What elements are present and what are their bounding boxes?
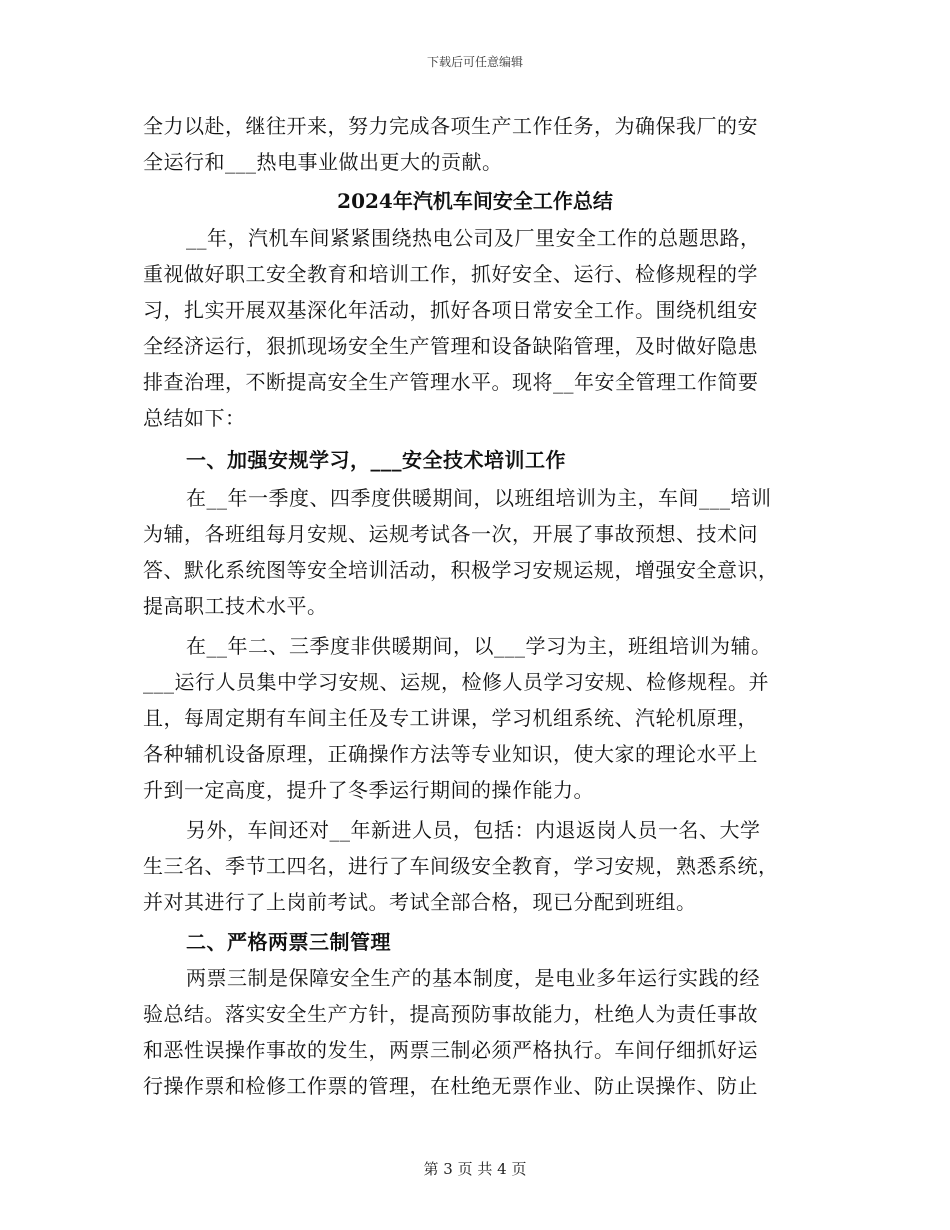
body-line: 重视做好职工安全教育和培训工作，抓好安全、运行、检修规程的学 xyxy=(143,262,758,286)
paragraph-start: 在__年二、三季度非供暖期间，以___学习为主，班组培训为辅。 xyxy=(186,634,772,658)
body-line: 排查治理，不断提高安全生产管理水平。现将__年安全管理工作简要 xyxy=(143,370,759,394)
body-line: 验总结。落实安全生产方针，提高预防事故能力，杜绝人为责任事故 xyxy=(143,1002,758,1026)
body-line: 生三名、季节工四名，进行了车间级安全教育，学习安规，熟悉系统， xyxy=(143,854,779,878)
body-line: 升到一定高度，提升了冬季运行期间的操作能力。 xyxy=(143,778,594,802)
body-line: 行操作票和检修工作票的管理，在杜绝无票作业、防止误操作、防止 xyxy=(143,1074,758,1098)
body-line: 提高职工技术水平。 xyxy=(143,594,328,618)
document-title: 2024年汽机车间安全工作总结 xyxy=(337,189,613,213)
body-line: ___运行人员集中学习安规、运规，检修人员学习安规、检修规程。并 xyxy=(143,670,769,694)
body-line: 全运行和___热电事业做出更大的贡献。 xyxy=(143,150,503,174)
paragraph-start: 两票三制是保障安全生产的基本制度，是电业多年运行实践的经 xyxy=(186,966,760,990)
section-heading-1: 一、加强安规学习，___安全技术培训工作 xyxy=(186,448,566,472)
section-heading-2: 二、严格两票三制管理 xyxy=(186,930,391,954)
body-line: 总结如下： xyxy=(143,406,246,430)
body-line: 为辅，各班组每月安规、运规考试各一次，开展了事故预想、技术问 xyxy=(143,522,758,546)
paragraph-start: __年，汽机车间紧紧围绕热电公司及厂里安全工作的总题思路， xyxy=(186,226,761,250)
body-line: 全经济运行，狠抓现场安全生产管理和设备缺陷管理，及时做好隐患 xyxy=(143,334,758,358)
body-line: 习，扎实开展双基深化年活动，抓好各项日常安全工作。围绕机组安 xyxy=(143,298,758,322)
page-number-footer: 第 3 页 共 4 页 xyxy=(423,1160,527,1178)
body-line: 全力以赴，继往开来，努力完成各项生产工作任务，为确保我厂的安 xyxy=(143,114,758,138)
paragraph-start: 另外，车间还对__年新进人员，包括：内退返岗人员一名、大学 xyxy=(186,818,761,842)
body-line: 并对其进行了上岗前考试。考试全部合格，现已分配到班组。 xyxy=(143,890,697,914)
body-line: 各种辅机设备原理，正确操作方法等专业知识，使大家的理论水平上 xyxy=(143,742,758,766)
paragraph-start: 在__年一季度、四季度供暖期间，以班组培训为主，车间___培训 xyxy=(186,486,772,510)
header-note: 下载后可任意编辑 xyxy=(426,55,523,69)
body-line: 且，每周定期有车间主任及专工讲课，学习机组系统、汽轮机原理， xyxy=(143,706,758,730)
body-line: 和恶性误操作事故的发生，两票三制必须严格执行。车间仔细抓好运 xyxy=(143,1038,758,1062)
body-line: 答、默化系统图等安全培训活动，积极学习安规运规，增强安全意识， xyxy=(143,558,779,582)
